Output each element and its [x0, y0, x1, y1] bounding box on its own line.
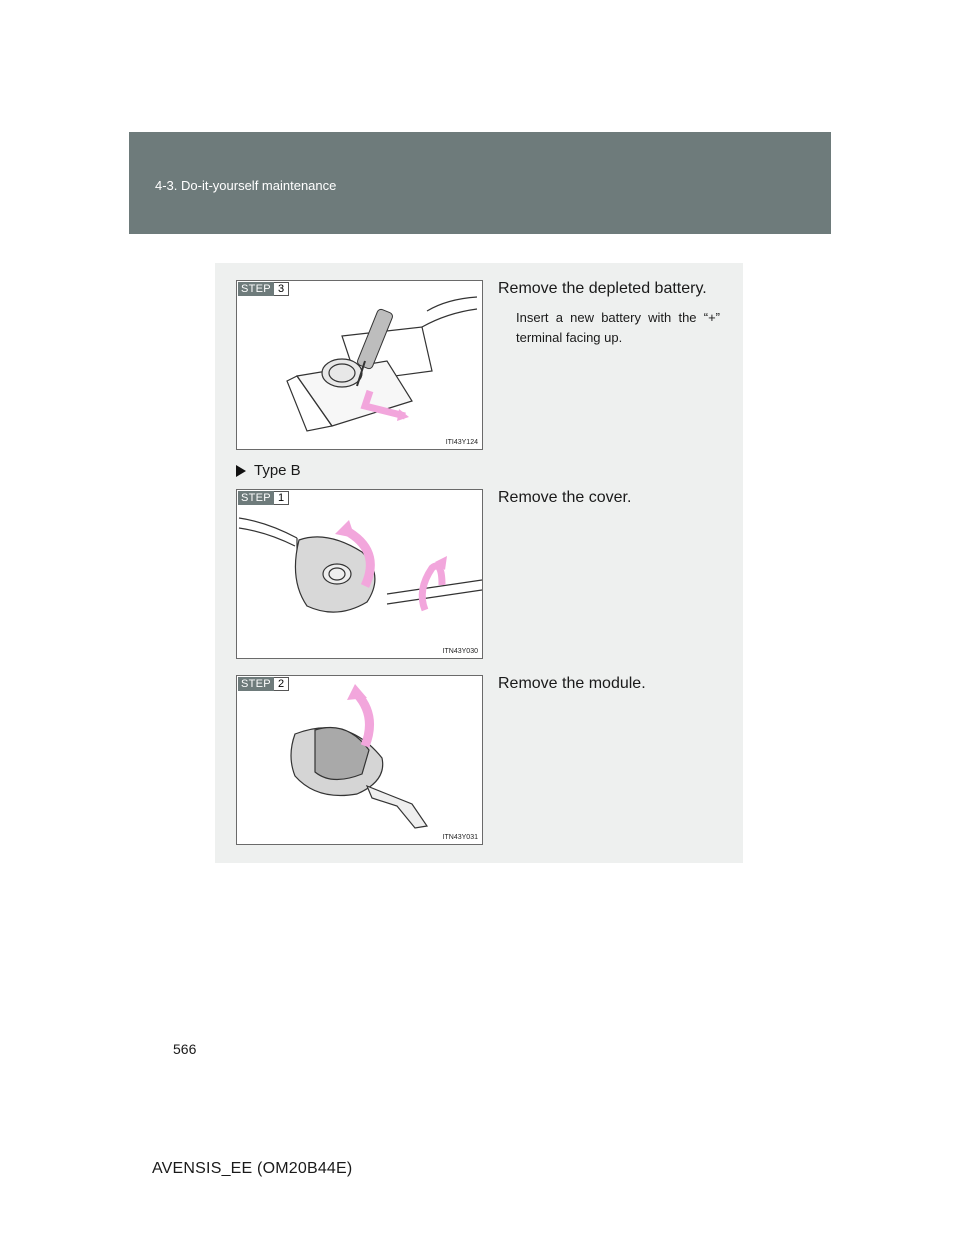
- figure-code: ITI43Y124: [445, 439, 478, 446]
- step-1-instruction: Remove the cover.: [498, 489, 632, 506]
- step-2-instruction: Remove the module.: [498, 675, 646, 692]
- step-tag: STEP 2: [238, 677, 289, 691]
- page-number: 566: [173, 1041, 197, 1057]
- figure-code: ITN43Y031: [442, 834, 478, 841]
- figure-step-2: [236, 675, 483, 845]
- figure-code: ITN43Y030: [442, 648, 478, 655]
- type-b-label: Type B: [254, 462, 301, 479]
- step-tag: STEP 3: [238, 282, 289, 296]
- figure-step-3: [236, 280, 483, 450]
- footer-model: AVENSIS_EE (OM20B44E): [152, 1160, 353, 1177]
- step-tag: STEP 1: [238, 491, 289, 505]
- step-3-sub-instruction: Insert a new battery with the “+” terminal facing up.: [516, 310, 720, 345]
- section-title: 4-3. Do-it-yourself maintenance: [155, 178, 337, 193]
- triangle-bullet-icon: [236, 465, 246, 477]
- module-removal-illustration: [237, 676, 482, 844]
- battery-removal-illustration: [237, 281, 482, 449]
- cover-removal-illustration: [237, 490, 482, 658]
- figure-step-1: [236, 489, 483, 659]
- type-b-heading: [236, 462, 301, 479]
- header-band: [129, 132, 831, 234]
- step-3-instruction: Remove the depleted battery.: [498, 280, 707, 297]
